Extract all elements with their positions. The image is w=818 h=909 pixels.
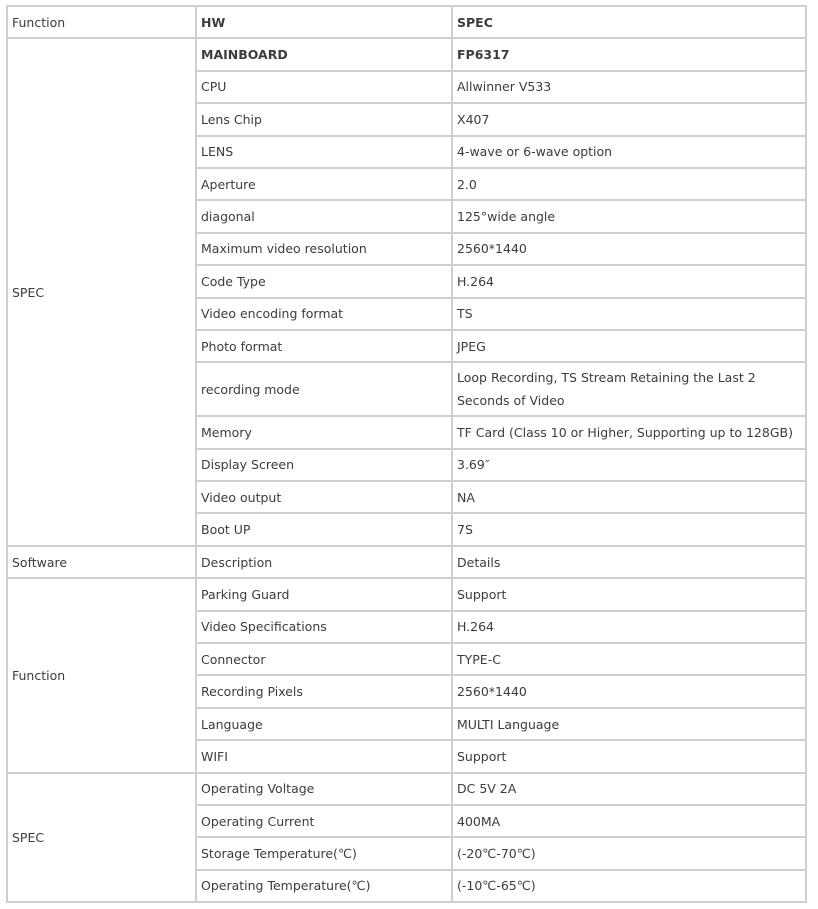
function-group-label: Function [8,579,195,771]
row-value-cell: TS [453,299,805,329]
row-label-cell: Code Type [197,266,451,296]
row-label-cell: WIFI [197,741,451,771]
row-label-cell: Aperture [197,169,451,199]
row-value-cell: X407 [453,104,805,134]
table-row [8,39,805,69]
table-header-row [8,7,805,37]
row-value-cell: TYPE-C [453,644,805,674]
hw-spec-group-label: SPEC [8,39,195,544]
description-header-cell: Description [197,547,451,577]
row-label-cell: CPU [197,72,451,102]
row-label-cell: Language [197,709,451,739]
row-label-cell: Video encoding format [197,299,451,329]
row-label-cell: Maximum video resolution [197,234,451,264]
row-value-cell: 2560*1440 [453,234,805,264]
row-value-cell: 400MA [453,806,805,836]
row-label-cell: Operating Voltage [197,774,451,804]
row-label-cell: MAINBOARD [197,39,451,69]
row-label-cell: diagonal [197,201,451,231]
row-value-cell: JPEG [453,331,805,361]
row-label-cell: Connector [197,644,451,674]
row-value-cell: TF Card (Class 10 or Higher, Supporting up to 128GB) [453,417,805,447]
row-value-cell: Loop Recording, TS Stream Retaining the Last 2 Seconds of Video [453,363,805,415]
row-label-cell: recording mode [197,363,451,415]
row-value-cell: MULTI Language [453,709,805,739]
row-label-cell: Parking Guard [197,579,451,609]
row-value-cell: DC 5V 2A [453,774,805,804]
row-value-cell: Allwinner V533 [453,72,805,102]
row-value-cell: H.264 [453,612,805,642]
spec-group-label: SPEC [8,774,195,902]
header-function-cell: Function [8,7,195,37]
row-label-cell: Video Specifications [197,612,451,642]
row-value-cell: 7S [453,514,805,544]
row-label-cell: Operating Current [197,806,451,836]
row-label-cell: Storage Temperature(℃) [197,838,451,868]
details-header-cell: Details [453,547,805,577]
header-hw-cell: HW [197,7,451,37]
row-value-cell: 2.0 [453,169,805,199]
row-label-cell: Memory [197,417,451,447]
row-label-cell: Operating Temperature(℃) [197,871,451,901]
row-label-cell: Lens Chip [197,104,451,134]
row-value-cell: 3.69″ [453,450,805,480]
row-label-cell: Video output [197,482,451,512]
row-value-cell: NA [453,482,805,512]
row-value-cell: 125°wide angle [453,201,805,231]
header-spec-cell: SPEC [453,7,805,37]
table-row [8,774,805,804]
row-value-cell: H.264 [453,266,805,296]
row-value-cell: (-20℃-70℃) [453,838,805,868]
row-label-cell: Photo format [197,331,451,361]
software-header-cell: Software [8,547,195,577]
row-label-cell: Boot UP [197,514,451,544]
row-label-cell: LENS [197,137,451,167]
row-value-cell: Support [453,741,805,771]
row-label-cell: Recording Pixels [197,676,451,706]
spec-table [6,5,807,903]
row-value-cell: Support [453,579,805,609]
row-value-cell: (-10℃-65℃) [453,871,805,901]
software-header-row [8,547,805,577]
table-row [8,579,805,609]
row-value-cell: FP6317 [453,39,805,69]
row-value-cell: 4-wave or 6-wave option [453,137,805,167]
spec-table-body [8,7,805,901]
row-label-cell: Display Screen [197,450,451,480]
row-value-cell: 2560*1440 [453,676,805,706]
